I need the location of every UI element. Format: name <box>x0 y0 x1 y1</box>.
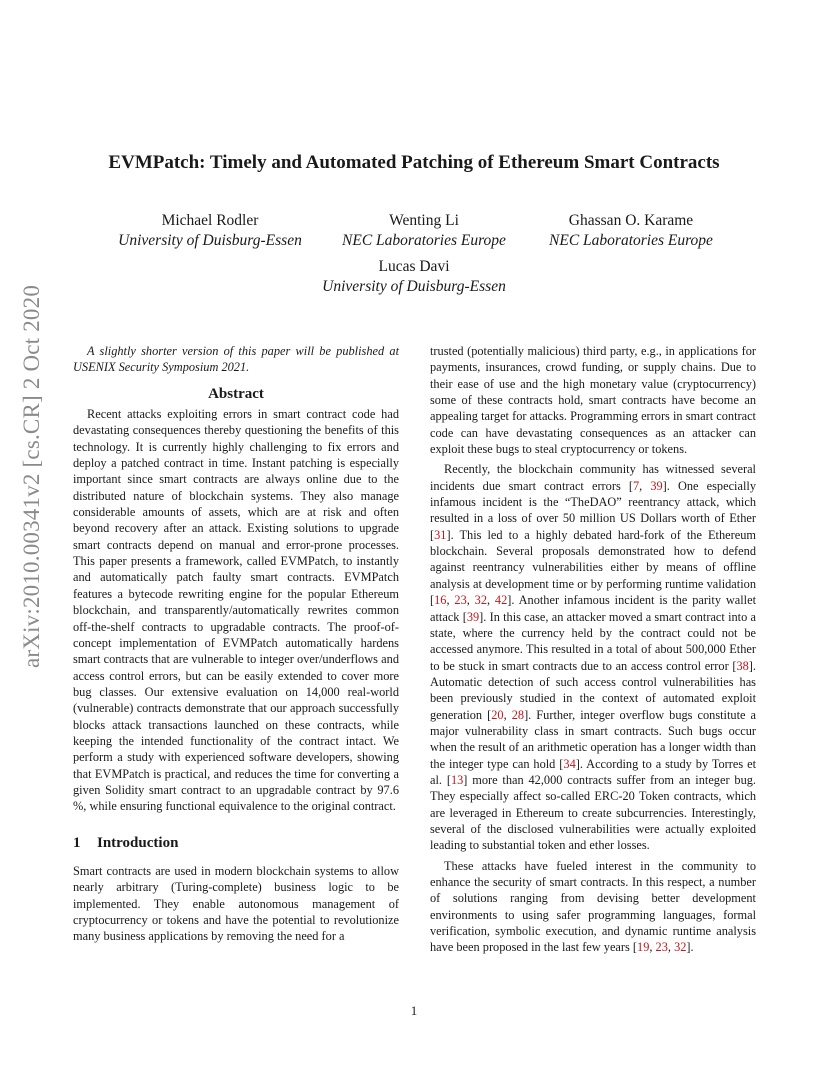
citation-link[interactable]: 42 <box>494 593 508 608</box>
right-column <box>430 343 756 956</box>
citation-link[interactable]: 23 <box>655 940 668 955</box>
author-affiliation: University of Duisburg-Essen <box>118 232 302 249</box>
author-affiliation: University of Duisburg-Essen <box>322 278 506 295</box>
citation-link[interactable]: 32 <box>474 593 487 608</box>
citation-link[interactable]: 19 <box>637 940 650 955</box>
citation-link[interactable]: 32 <box>674 940 687 955</box>
intro-paragraph: Smart contracts are used in modern blockchain systems to allow nearly arbitrary (Turing-complete) business logic to be implemented. They enable autonomous management of cryptocurrency or tokens and have the potential to revolutionize many business applications by removing the need for a <box>73 863 399 944</box>
author-name: Ghassan O. Karame <box>568 212 694 229</box>
section-heading <box>73 835 399 851</box>
author-block <box>314 211 534 251</box>
citation-link[interactable]: 23 <box>454 593 467 608</box>
author-block <box>100 211 320 251</box>
publication-note: A slightly shorter version of this paper will be published at USENIX Security Symposium 2021. <box>73 344 399 375</box>
citation-link[interactable]: 16 <box>434 593 447 608</box>
page-number: 1 <box>410 1003 418 1018</box>
citation-link[interactable]: 13 <box>450 772 464 787</box>
body-paragraph: trusted (potentially malicious) third party, e.g., in applications for payments, insurances, crowd funding, or supply chains. Due to their ease of use and the high monetary value (cryptocurrency) some of these contracts hold, smart contracts have become an appealing target for attacks. Programming errors in smart contract code can have devastating consequences as an attacker can exploit these bugs to steal cryptocurrency or tokens. <box>430 344 756 457</box>
citation-link[interactable]: 20 <box>491 707 504 722</box>
author-name: Wenting Li <box>389 212 459 229</box>
citation-link[interactable]: 28 <box>511 707 525 722</box>
author-block <box>304 257 524 297</box>
author-name: Michael Rodler <box>161 212 259 229</box>
author-name: Lucas Davi <box>378 258 450 275</box>
author-affiliation: NEC Laboratories Europe <box>549 232 713 249</box>
citation-link[interactable]: 34 <box>563 756 576 771</box>
body-paragraph: Recently, the blockchain community has witnessed several incidents due smart contract errors [7, 39]. One especially infamous incident is the “TheDAO” reentrancy attack, which resulted in a loss of over 50 million US Dollars worth of Ether [31]. This led to a highly debated hard-fork of the Ethereum blockchain. Several proposals demonstrated how to defend against reentrancy vulnerabilities either by means of offline analysis at development time or by performing runtime validation [16, 23, 32, 42]. Another infamous incident is the parity wallet attack [39]. In this case, an attacker moved a smart contract into a state, where the currency held by the contract could not be accessed anymore. This resulted in a total of about 500,000 Ether to be stuck in smart contracts due to an access control error [38]. Automatic detection of such access control vulnerabilities has been previously studied in the context of automated exploit generation [20, 28]. Further, integer overflow bugs constitute a major vulnerability class in smart contracts. Such bugs occur when the result of an arithmetic operation has a longer width than the integer type can hold [34]. According to a study by Torres et al. [13] more than 42,000 contracts suffer from an integer bug. They especially affect so-called ERC-20 Token contracts, which are leveraged in Ethereum to create subcurrencies. Interestingly, several of the disclosed vulnerabilities were actually exploited leading to substantial token and ether losses. <box>430 462 757 853</box>
body-paragraph: These attacks have fueled interest in the community to enhance the security of smart contracts. In this respect, a number of solutions ranging from devising better development environments to using safer programming languages, formal verification, symbolic execution, and dynamic runtime analysis have been proposed in the last few years [19, 23, 32]. <box>430 858 756 955</box>
section-number: 1 <box>73 834 81 851</box>
citation-link[interactable]: 38 <box>736 658 749 673</box>
author-affiliation: NEC Laboratories Europe <box>342 232 506 249</box>
left-column <box>73 343 399 945</box>
abstract-text: Recent attacks exploiting errors in smart contract code had devastating consequences thereby questioning the benefits of this technology. It is currently highly challenging to fix errors and deploy a patched contract in time. Instant patching is especially important since smart contracts are always online due to the distributed nature of blockchain systems. They also manage considerable amounts of assets, which are at risk and often beyond recovery after an attack. Existing solutions to upgrade smart contracts depend on manual and error-prone processes. This paper presents a framework, called EVMPatch, to instantly and automatically patch faulty smart contracts. EVMPatch features a bytecode rewriting engine for the popular Ethereum blockchain, and transparently/automatically rewrites common off-the-shelf contracts to upgradable contracts. The proof-of-concept implementation of EVMPatch automatically hardens smart contracts that are vulnerable to integer over/underflows and access control errors, but can be easily extended to cover more bug classes. Our extensive evaluation on 14,000 real-world (vulnerable) contracts demonstrate that our approach successfully blocks attack transactions launched on these contracts, while keeping the intended functionality of the contract intact. We perform a study with experienced software developers, showing that EVMPatch is practical, and reduces the time for converting a given Solidity smart contract to an upgradable contract by 97.6 %, while ensuring functional equivalence to the original contract. <box>73 407 399 814</box>
arxiv-stamp: arXiv:2010.00341v2 [cs.CR] 2 Oct 2020 <box>19 284 44 668</box>
citation-link[interactable]: 39 <box>466 609 480 624</box>
abstract-heading: Abstract <box>208 385 264 402</box>
paper-title: EVMPatch: Timely and Automated Patching of Ethereum Smart Contracts <box>108 152 720 173</box>
citation-link[interactable]: 39 <box>650 478 663 493</box>
citation-link[interactable]: 31 <box>434 527 447 542</box>
citation-link[interactable]: 7 <box>632 478 640 493</box>
section-title: Introduction <box>97 834 179 851</box>
author-block <box>521 211 741 251</box>
